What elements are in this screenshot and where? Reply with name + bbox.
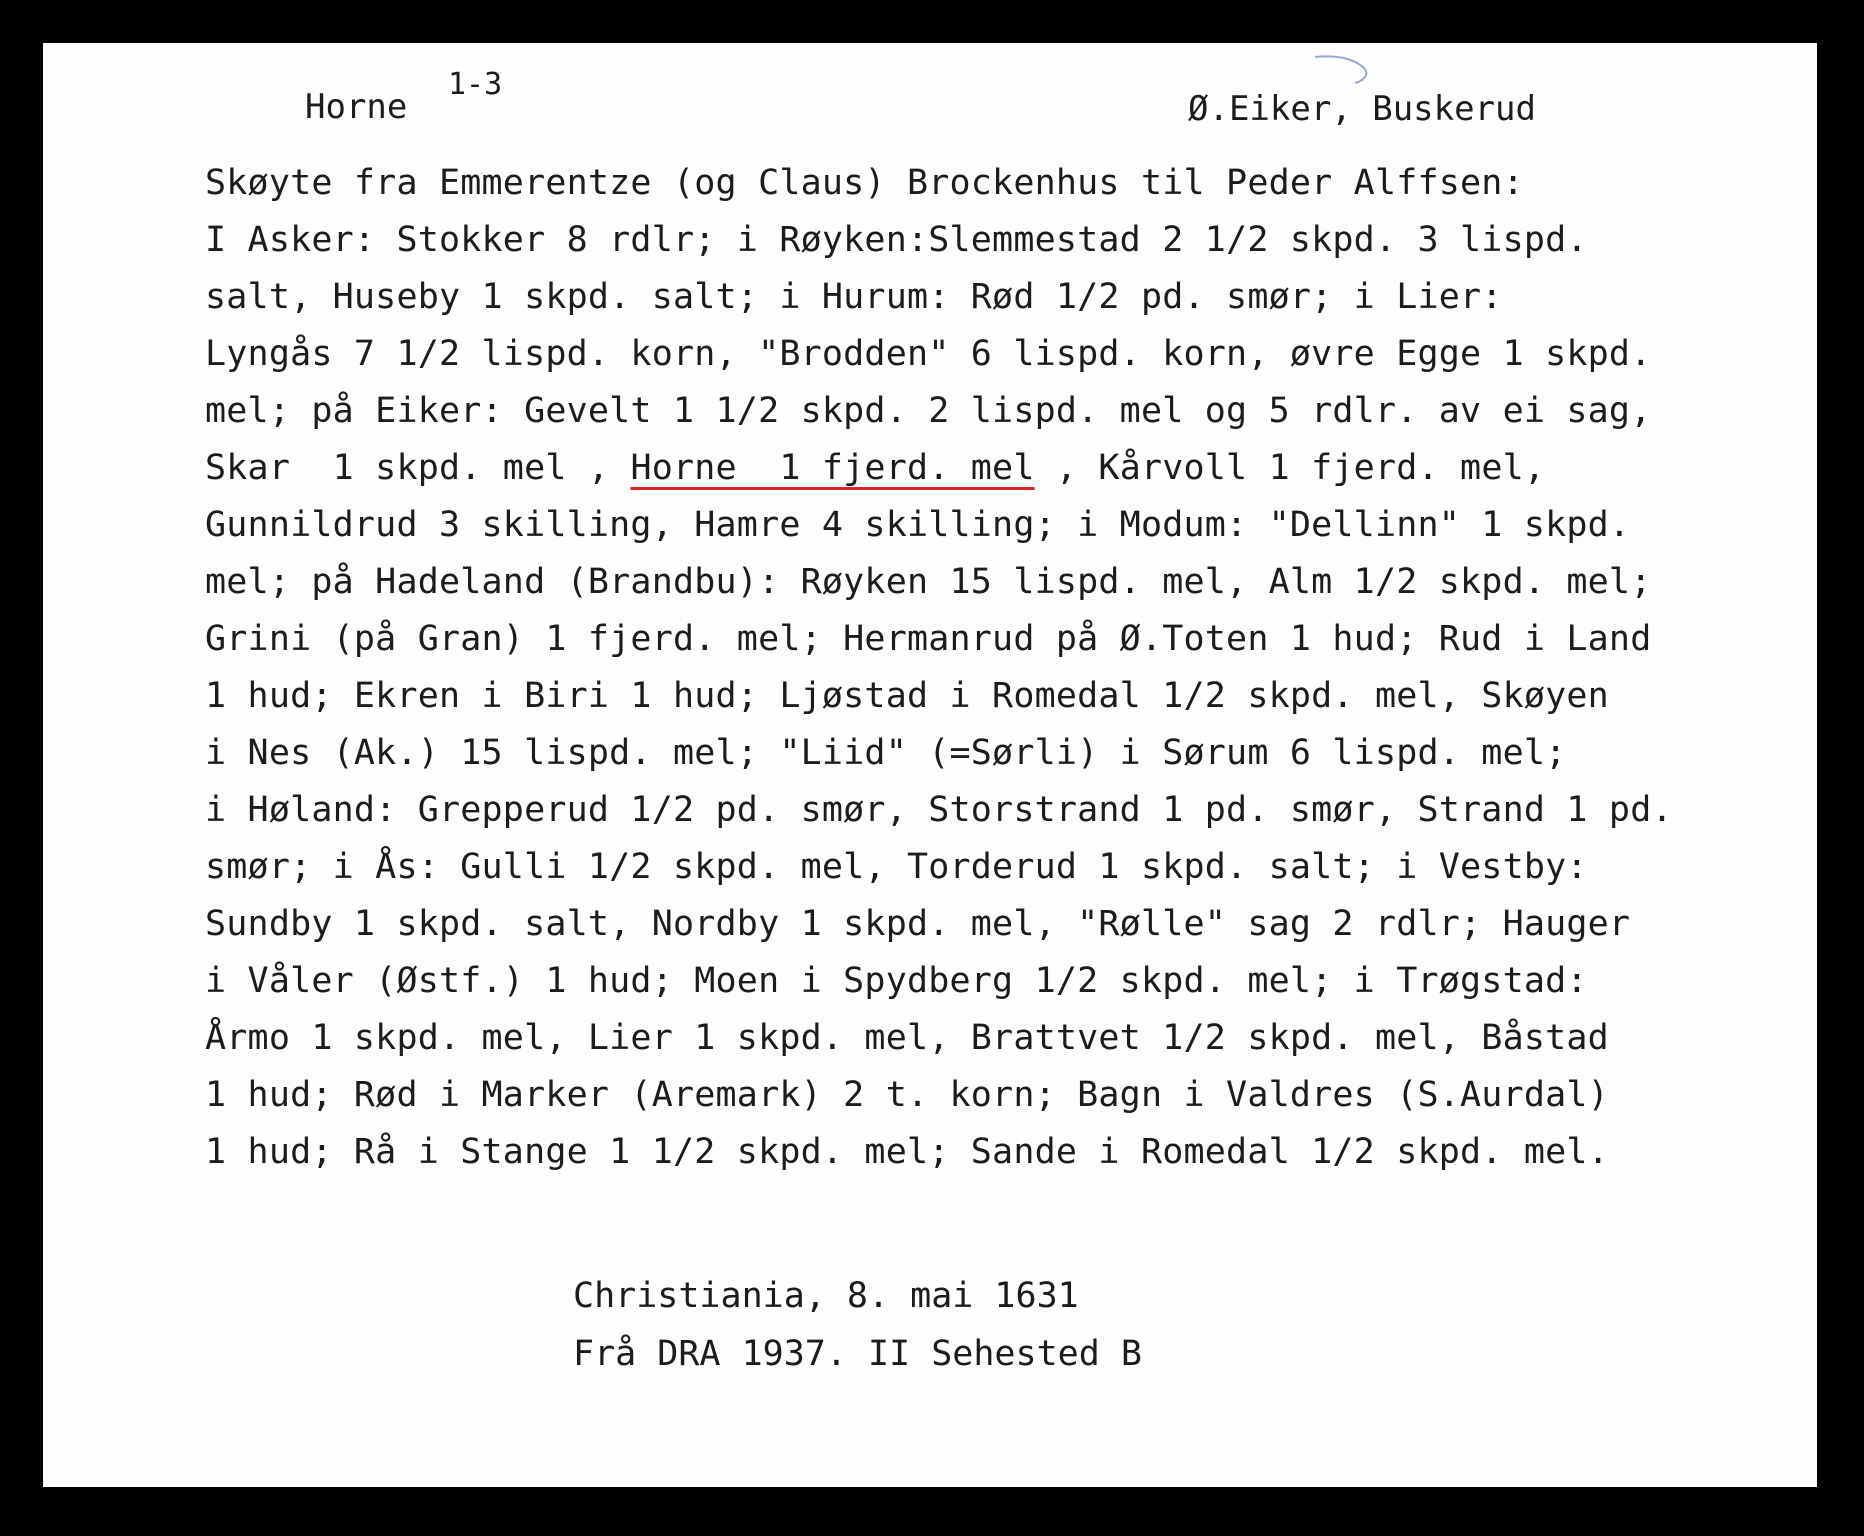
card-number: 1-3 xyxy=(448,67,503,102)
deed-line: 1 hud; Rød i Marker (Aremark) 2 t. korn; Bagn i Valdres (S.Aurdal) xyxy=(205,1075,1609,1115)
deed-line: 1 hud; Ekren i Biri 1 hud; Ljøstad i Romedal 1/2 skpd. mel, Skøyen xyxy=(205,676,1609,716)
deed-line: salt, Huseby 1 skpd. salt; i Hurum: Rød 1/2 pd. smør; i Lier: xyxy=(205,277,1503,317)
deed-line: Årmo 1 skpd. mel, Lier 1 skpd. mel, Brattvet 1/2 skpd. mel, Båstad xyxy=(205,1018,1609,1058)
deed-line: I Asker: Stokker 8 rdlr; i Røyken:Slemmestad 2 1/2 skpd. 3 lispd. xyxy=(205,220,1588,260)
line-segment-before: Skar 1 skpd. mel , xyxy=(205,448,631,488)
pencil-mark xyxy=(1313,47,1373,87)
index-card xyxy=(43,43,1817,1487)
underlined-horne-entry: Horne 1 fjerd. mel xyxy=(630,448,1035,488)
line-segment-after: , Kårvoll 1 fjerd. mel, xyxy=(1034,448,1546,488)
deed-line: smør; i Ås: Gulli 1/2 skpd. mel, Torderud 1 skpd. salt; i Vestby: xyxy=(205,847,1588,887)
deed-line: Sundby 1 skpd. salt, Nordby 1 skpd. mel, "Rølle" sag 2 rdlr; Hauger xyxy=(205,904,1631,944)
deed-line-with-underline xyxy=(205,440,1805,497)
place-name: Horne xyxy=(305,87,408,127)
deed-line: mel; på Eiker: Gevelt 1 1/2 skpd. 2 lispd. mel og 5 rdlr. av ei sag, xyxy=(205,391,1652,431)
source-line: Frå DRA 1937. II Sehested B xyxy=(573,1334,1142,1374)
deed-line: i Nes (Ak.) 15 lispd. mel; "Liid" (=Sørli) i Sørum 6 lispd. mel; xyxy=(205,733,1567,773)
deed-line: i Høland: Grepperud 1/2 pd. smør, Storstrand 1 pd. smør, Strand 1 pd. xyxy=(205,790,1673,830)
deed-line: 1 hud; Rå i Stange 1 1/2 skpd. mel; Sande i Romedal 1/2 skpd. mel. xyxy=(205,1132,1609,1172)
deed-line: mel; på Hadeland (Brandbu): Røyken 15 lispd. mel, Alm 1/2 skpd. mel; xyxy=(205,562,1652,602)
deed-line: Grini (på Gran) 1 fjerd. mel; Hermanrud på Ø.Toten 1 hud; Rud i Land xyxy=(205,619,1652,659)
deed-text xyxy=(205,155,1805,1181)
deed-line: Skøyte fra Emmerentze (og Claus) Brockenhus til Peder Alffsen: xyxy=(205,163,1524,203)
deed-line: i Våler (Østf.) 1 hud; Moen i Spydberg 1/2 skpd. mel; i Trøgstad: xyxy=(205,961,1588,1001)
closing-block xyxy=(573,1267,1142,1383)
location-heading: Ø.Eiker, Buskerud xyxy=(1188,89,1536,129)
deed-line: Gunnildrud 3 skilling, Hamre 4 skilling; i Modum: "Dellinn" 1 skpd. xyxy=(205,505,1631,545)
date-line: Christiania, 8. mai 1631 xyxy=(573,1276,1079,1316)
deed-line: Lyngås 7 1/2 lispd. korn, "Brodden" 6 lispd. korn, øvre Egge 1 skpd. xyxy=(205,334,1652,374)
